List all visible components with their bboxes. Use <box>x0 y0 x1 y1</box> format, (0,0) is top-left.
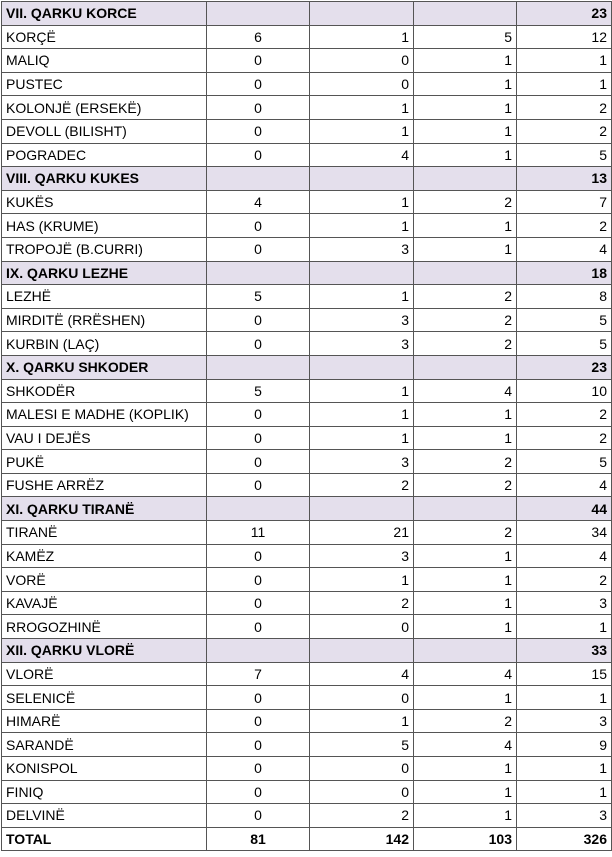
value-b: 2 <box>310 591 414 615</box>
table-row <box>2 285 612 309</box>
value-a: 0 <box>207 426 310 450</box>
table-row <box>2 591 612 615</box>
municipality-name: DELVINË <box>2 804 207 828</box>
value-total: 2 <box>517 119 612 143</box>
value-c: 2 <box>414 190 517 214</box>
section-header-row <box>2 497 612 521</box>
value-a: 5 <box>207 379 310 403</box>
value-c: 1 <box>414 143 517 167</box>
value-a: 0 <box>207 615 310 639</box>
section-cell-c <box>414 355 517 379</box>
value-total: 5 <box>517 332 612 356</box>
table-row <box>2 780 612 804</box>
value-c: 2 <box>414 521 517 545</box>
value-total: 5 <box>517 308 612 332</box>
value-c: 1 <box>414 615 517 639</box>
value-total: 7 <box>517 190 612 214</box>
municipality-name: KAVAJË <box>2 591 207 615</box>
value-total: 9 <box>517 733 612 757</box>
value-a: 0 <box>207 237 310 261</box>
section-title: XI. QARKU TIRANË <box>2 497 207 521</box>
section-cell-b <box>310 497 414 521</box>
table-row <box>2 119 612 143</box>
value-a: 0 <box>207 568 310 592</box>
value-b: 1 <box>310 403 414 427</box>
value-b: 1 <box>310 119 414 143</box>
municipality-name: VAU I DEJËS <box>2 426 207 450</box>
value-c: 4 <box>414 662 517 686</box>
value-c: 2 <box>414 450 517 474</box>
value-total: 1 <box>517 72 612 96</box>
value-b: 0 <box>310 780 414 804</box>
section-cell-a <box>207 639 310 663</box>
value-total: 1 <box>517 49 612 73</box>
value-c: 2 <box>414 285 517 309</box>
table-row <box>2 709 612 733</box>
section-total: 44 <box>517 497 612 521</box>
total-c: 103 <box>414 827 517 851</box>
value-a: 0 <box>207 591 310 615</box>
value-a: 11 <box>207 521 310 545</box>
section-cell-a <box>207 2 310 26</box>
value-c: 2 <box>414 709 517 733</box>
table-row <box>2 804 612 828</box>
municipality-name: LEZHË <box>2 285 207 309</box>
table-row <box>2 615 612 639</box>
value-a: 0 <box>207 733 310 757</box>
total-a: 81 <box>207 827 310 851</box>
municipality-name: HAS (KRUME) <box>2 214 207 238</box>
section-total: 23 <box>517 2 612 26</box>
municipality-name: SELENICË <box>2 686 207 710</box>
section-cell-b <box>310 639 414 663</box>
value-a: 0 <box>207 96 310 120</box>
section-cell-b <box>310 167 414 191</box>
value-b: 21 <box>310 521 414 545</box>
municipality-name: MIRDITË (RRËSHEN) <box>2 308 207 332</box>
total-b: 142 <box>310 827 414 851</box>
value-total: 8 <box>517 285 612 309</box>
table-row <box>2 662 612 686</box>
table-row <box>2 308 612 332</box>
municipality-name: DEVOLL (BILISHT) <box>2 119 207 143</box>
value-c: 1 <box>414 757 517 781</box>
value-b: 2 <box>310 473 414 497</box>
value-b: 0 <box>310 686 414 710</box>
municipality-name: KUKËS <box>2 190 207 214</box>
value-a: 4 <box>207 190 310 214</box>
table-row <box>2 733 612 757</box>
table-row <box>2 450 612 474</box>
section-cell-c <box>414 2 517 26</box>
value-c: 4 <box>414 733 517 757</box>
value-b: 0 <box>310 72 414 96</box>
value-c: 1 <box>414 544 517 568</box>
table-row <box>2 49 612 73</box>
section-cell-a <box>207 261 310 285</box>
table-row <box>2 96 612 120</box>
value-total: 1 <box>517 686 612 710</box>
value-c: 1 <box>414 119 517 143</box>
section-cell-b <box>310 2 414 26</box>
value-b: 1 <box>310 25 414 49</box>
value-c: 1 <box>414 686 517 710</box>
value-a: 0 <box>207 308 310 332</box>
municipality-name: PUSTEC <box>2 72 207 96</box>
value-c: 2 <box>414 473 517 497</box>
value-total: 2 <box>517 214 612 238</box>
value-total: 4 <box>517 544 612 568</box>
value-c: 2 <box>414 332 517 356</box>
value-a: 0 <box>207 544 310 568</box>
municipality-name: KOLONJË (ERSEKË) <box>2 96 207 120</box>
value-a: 0 <box>207 450 310 474</box>
value-a: 5 <box>207 285 310 309</box>
value-total: 2 <box>517 568 612 592</box>
value-total: 1 <box>517 757 612 781</box>
value-c: 1 <box>414 72 517 96</box>
section-title: IX. QARKU LEZHE <box>2 261 207 285</box>
value-b: 1 <box>310 285 414 309</box>
table-row <box>2 544 612 568</box>
total-d: 326 <box>517 827 612 851</box>
table-body <box>2 2 612 851</box>
municipality-name: KURBIN (LAÇ) <box>2 332 207 356</box>
value-c: 1 <box>414 214 517 238</box>
table-row <box>2 568 612 592</box>
value-a: 0 <box>207 757 310 781</box>
municipality-name: KORÇË <box>2 25 207 49</box>
value-a: 0 <box>207 214 310 238</box>
section-total: 18 <box>517 261 612 285</box>
value-c: 1 <box>414 96 517 120</box>
value-a: 6 <box>207 25 310 49</box>
total-label: TOTAL <box>2 827 207 851</box>
value-a: 7 <box>207 662 310 686</box>
value-a: 0 <box>207 143 310 167</box>
municipality-name: SHKODËR <box>2 379 207 403</box>
section-title: X. QARKU SHKODER <box>2 355 207 379</box>
table-row <box>2 757 612 781</box>
value-total: 4 <box>517 473 612 497</box>
value-b: 3 <box>310 332 414 356</box>
value-total: 2 <box>517 426 612 450</box>
value-total: 34 <box>517 521 612 545</box>
municipality-name: FINIQ <box>2 780 207 804</box>
value-b: 1 <box>310 426 414 450</box>
value-a: 0 <box>207 72 310 96</box>
municipality-name: MALIQ <box>2 49 207 73</box>
value-c: 1 <box>414 237 517 261</box>
municipality-name: PUKË <box>2 450 207 474</box>
value-total: 3 <box>517 804 612 828</box>
section-cell-b <box>310 261 414 285</box>
value-total: 10 <box>517 379 612 403</box>
municipality-name: TIRANË <box>2 521 207 545</box>
value-c: 2 <box>414 308 517 332</box>
section-total: 13 <box>517 167 612 191</box>
value-a: 0 <box>207 403 310 427</box>
value-c: 1 <box>414 426 517 450</box>
value-a: 0 <box>207 473 310 497</box>
section-cell-c <box>414 497 517 521</box>
municipality-name: KAMËZ <box>2 544 207 568</box>
table-row <box>2 143 612 167</box>
municipality-name: RROGOZHINË <box>2 615 207 639</box>
table-row <box>2 686 612 710</box>
municipality-name: TROPOJË (B.CURRI) <box>2 237 207 261</box>
value-total: 3 <box>517 591 612 615</box>
value-total: 5 <box>517 143 612 167</box>
value-a: 0 <box>207 780 310 804</box>
municipality-name: POGRADEC <box>2 143 207 167</box>
municipality-name: KONISPOL <box>2 757 207 781</box>
municipality-name: SARANDË <box>2 733 207 757</box>
table-row <box>2 72 612 96</box>
value-b: 1 <box>310 214 414 238</box>
value-b: 2 <box>310 804 414 828</box>
value-b: 1 <box>310 379 414 403</box>
value-a: 0 <box>207 709 310 733</box>
table-row <box>2 332 612 356</box>
section-total: 23 <box>517 355 612 379</box>
value-total: 2 <box>517 403 612 427</box>
section-title: XII. QARKU VLORË <box>2 639 207 663</box>
value-a: 0 <box>207 686 310 710</box>
value-b: 0 <box>310 757 414 781</box>
value-c: 1 <box>414 568 517 592</box>
section-total: 33 <box>517 639 612 663</box>
table-row <box>2 214 612 238</box>
section-cell-a <box>207 497 310 521</box>
value-b: 0 <box>310 615 414 639</box>
municipality-name: MALESI E MADHE (KOPLIK) <box>2 403 207 427</box>
municipality-name: HIMARË <box>2 709 207 733</box>
section-cell-a <box>207 355 310 379</box>
value-c: 1 <box>414 591 517 615</box>
value-b: 3 <box>310 450 414 474</box>
table-row <box>2 379 612 403</box>
municipality-name: VORË <box>2 568 207 592</box>
value-a: 0 <box>207 119 310 143</box>
district-table <box>1 1 612 851</box>
municipality-name: FUSHE ARRËZ <box>2 473 207 497</box>
value-c: 1 <box>414 780 517 804</box>
value-b: 1 <box>310 709 414 733</box>
section-header-row <box>2 261 612 285</box>
table-row <box>2 473 612 497</box>
section-title: VII. QARKU KORCE <box>2 2 207 26</box>
section-header-row <box>2 639 612 663</box>
value-b: 1 <box>310 96 414 120</box>
table-row <box>2 25 612 49</box>
section-cell-c <box>414 167 517 191</box>
value-b: 3 <box>310 544 414 568</box>
value-a: 0 <box>207 804 310 828</box>
value-a: 0 <box>207 49 310 73</box>
value-total: 12 <box>517 25 612 49</box>
grand-total-row <box>2 827 612 851</box>
value-total: 1 <box>517 780 612 804</box>
value-b: 4 <box>310 662 414 686</box>
table-row <box>2 426 612 450</box>
value-a: 0 <box>207 332 310 356</box>
value-c: 4 <box>414 379 517 403</box>
value-b: 4 <box>310 143 414 167</box>
value-total: 5 <box>517 450 612 474</box>
section-cell-c <box>414 261 517 285</box>
value-b: 1 <box>310 190 414 214</box>
section-header-row <box>2 2 612 26</box>
value-b: 3 <box>310 308 414 332</box>
value-total: 2 <box>517 96 612 120</box>
section-header-row <box>2 355 612 379</box>
value-c: 1 <box>414 403 517 427</box>
section-title: VIII. QARKU KUKES <box>2 167 207 191</box>
value-total: 4 <box>517 237 612 261</box>
section-cell-b <box>310 355 414 379</box>
value-b: 5 <box>310 733 414 757</box>
value-b: 0 <box>310 49 414 73</box>
value-b: 1 <box>310 568 414 592</box>
value-total: 1 <box>517 615 612 639</box>
table-row <box>2 237 612 261</box>
value-total: 3 <box>517 709 612 733</box>
section-header-row <box>2 167 612 191</box>
table-row <box>2 190 612 214</box>
value-c: 1 <box>414 804 517 828</box>
table-row <box>2 521 612 545</box>
value-c: 5 <box>414 25 517 49</box>
section-cell-a <box>207 167 310 191</box>
table-row <box>2 403 612 427</box>
value-c: 1 <box>414 49 517 73</box>
section-cell-c <box>414 639 517 663</box>
value-total: 15 <box>517 662 612 686</box>
value-b: 3 <box>310 237 414 261</box>
municipality-name: VLORË <box>2 662 207 686</box>
